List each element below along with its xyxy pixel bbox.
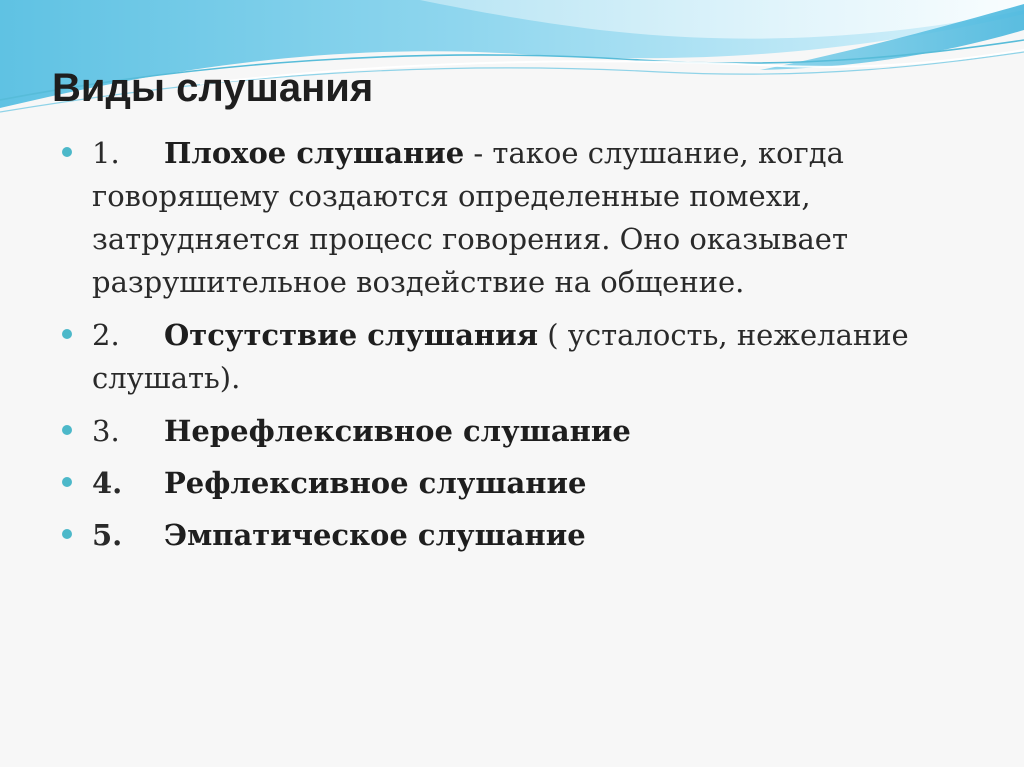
item-term: Рефлексивное слушание: [164, 466, 587, 500]
item-term: Плохое слушание: [164, 136, 465, 170]
bullet-list: [60, 132, 980, 557]
item-number: 3.: [92, 414, 120, 448]
item-description: ( усталость, нежелание слушать).: [92, 318, 909, 395]
item-number: 2.: [92, 318, 120, 352]
item-term: Эмпатическое слушание: [164, 518, 586, 552]
item-term: Отсутствие слушания: [164, 318, 539, 352]
bullet-dot-icon: [62, 329, 72, 339]
list-item-bad-listening: [60, 132, 980, 304]
list-item-reflective-listening: [60, 462, 980, 505]
item-number: 4.: [92, 466, 123, 500]
item-number: 5.: [92, 518, 123, 552]
list-item-empathic-listening: [60, 514, 980, 557]
list-item-absence-of-listening: [60, 314, 980, 400]
bullet-dot-icon: [62, 425, 72, 435]
item-description: - такое слушание, когда говорящему создаются определенные помехи, затрудняется процесс говорения. Оно оказывает разрушительное воздействие на общение.: [92, 136, 849, 299]
list-item-nonreflective-listening: [60, 410, 980, 453]
item-term: Нерефлексивное слушание: [164, 414, 631, 448]
bullet-dot-icon: [62, 147, 72, 157]
bullet-dot-icon: [62, 529, 72, 539]
item-number: 1.: [92, 136, 120, 170]
slide-title: Виды слушания: [52, 66, 374, 110]
bullet-dot-icon: [62, 477, 72, 487]
